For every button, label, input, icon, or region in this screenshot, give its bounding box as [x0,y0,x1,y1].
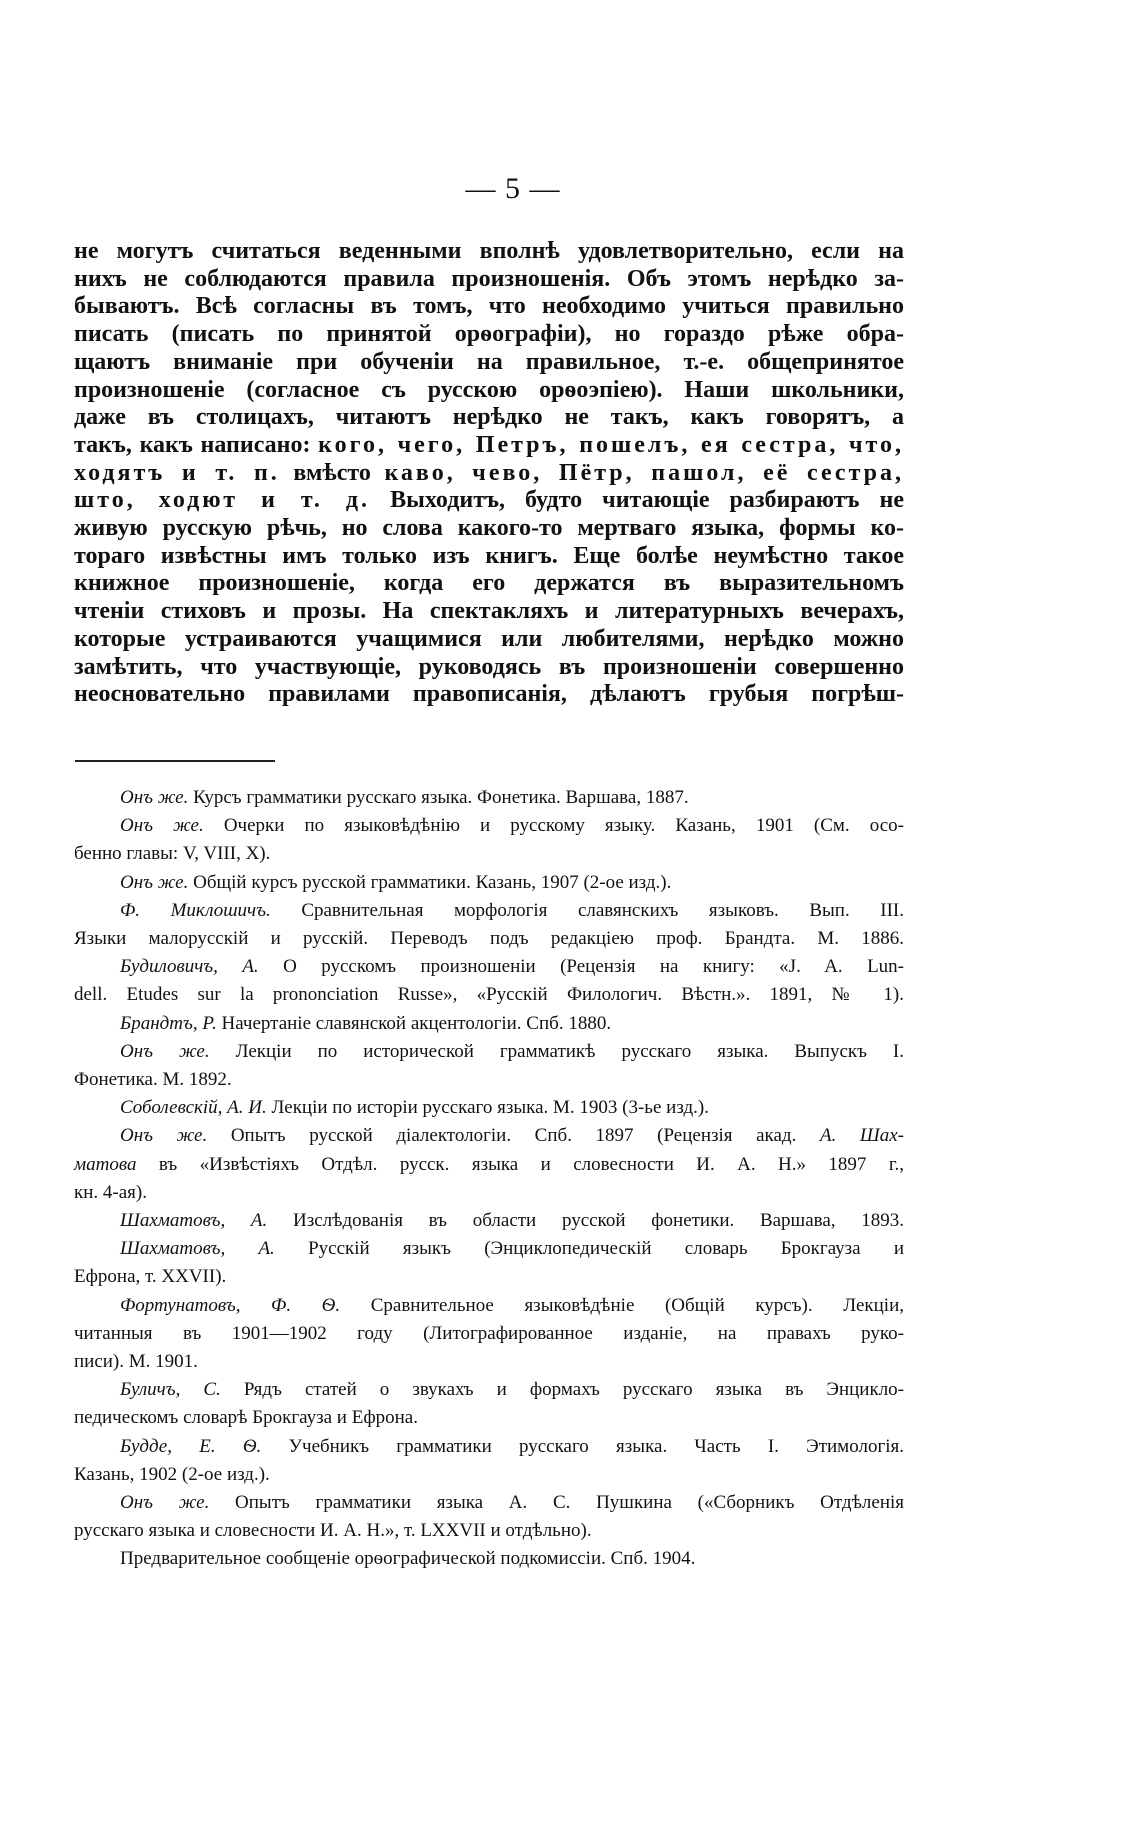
reference-author: Онъ же. [120,787,189,808]
reference-line [74,784,904,812]
reference-text: Сравнительное языковѣдѣніе (Общій курсъ). Лекціи, [370,1294,905,1316]
reference-line [74,1489,904,1517]
reference-author: Шахматовъ, А. [120,1210,268,1232]
reference-author: матова [74,1153,137,1175]
text-line: которые устраиваются учащимися или любителями, нерѣдко можно [74,625,904,652]
references-list [74,784,904,1574]
reference-author: Онъ же. [120,871,189,893]
reference-text: Сравнительная морфологія славянскихъ языковъ. Вып. III. [301,899,905,921]
reference-line: Ефрона, т. XXVII). [74,1266,227,1288]
reference-text: Очерки по языковѣдѣнію и русскому языку. Казань, 1901 (См. осо- [223,815,904,837]
text-segment: вмѣсто [293,459,371,486]
reference-line: русскаго языка и словесности И. А. Н.», т. LXXVII и отдѣльно). [74,1520,592,1542]
reference-line [74,812,904,840]
text-line: тораго извѣстны имъ только изъ книгъ. Еще болѣе неумѣстно такое [74,542,904,569]
reference-text: Опытъ русской діалектологіи. Спб. 1897 (Рецензія акад. [230,1125,797,1147]
reference-line [74,1010,904,1038]
reference-author: Будде, Е. Ѳ. [120,1435,262,1457]
text-line: неосновательно правилами правописанія, дѣлаютъ грубыя погрѣш- [74,681,904,708]
reference-line [74,1292,904,1320]
reference-text: Лекціи по исторіи русскаго языка. М. 1903 (3-ье изд.). [271,1097,709,1119]
reference-author: Ф. Миклошичъ. [120,899,271,921]
reference-text: Изслѣдованія въ области русской фонетики. Варшава, 1893. [293,1210,904,1232]
reference-line [74,1235,904,1263]
reference-author: Онъ же. [120,1492,210,1514]
reference-author: Соболевскій, А. И. [120,1097,267,1119]
reference-line: dell. Etudes sur la prononciation Russe», «Русскій Филологич. Вѣстн.». 1891, № 1). [74,984,904,1006]
reference-line [74,1094,904,1122]
reference-line [74,1433,904,1461]
text-segment: такъ, какъ написано: [74,431,311,458]
text-line: чтеніи стиховъ и прозы. На спектакляхъ и литературныхъ вечерахъ, [74,598,904,625]
reference-line: Фонетика. М. 1892. [74,1069,232,1091]
reference-line: Предварительное сообщеніе орѳографической подкомиссіи. Спб. 1904. [120,1548,696,1570]
reference-line [74,1207,904,1235]
reference-text: Курсъ грамматики русскаго языка. Фонетика. Варшава, 1887. [193,787,689,808]
reference-line: бенно главы: V, VIII, X). [74,843,271,865]
text-segment: Выходитъ, будто читающіе разбираютъ не [390,487,904,514]
reference-line [74,1038,904,1066]
reference-line [74,869,904,897]
reference-author: Онъ же. [120,1040,210,1062]
text-line [74,432,904,460]
reference-line: педическомъ словарѣ Брокгауза и Ефрона. [74,1407,418,1429]
reference-line: кн. 4-ая). [74,1181,147,1203]
reference-text: въ «Извѣстіяхъ Отдѣл. русск. языка и словесности И. А. Н.» 1897 г., [158,1153,905,1175]
text-line: бываютъ. Всѣ согласны въ томъ, что необходимо учиться правильно [74,293,904,320]
text-line: произношеніе (согласное съ русскою орѳоэпіею). Наши школьники, [74,376,904,403]
reference-line: Казань, 1902 (2-ое изд.). [74,1463,270,1485]
reference-line: читанныя въ 1901—1902 году (Литографированное изданіе, на правахъ руко- [74,1322,904,1344]
reference-author: Онъ же. [120,1125,208,1147]
footnote-divider [75,760,275,762]
text-line: щаютъ вниманіе при обученіи на правильное, т.-е. общепринятое [74,348,904,375]
spaced-example: ходятъ и т. п. [74,459,280,486]
text-line: нихъ не соблюдаются правила произношенія. Объ этомъ нерѣдко за- [74,265,904,292]
text-line: не могутъ считаться веденными вполнѣ удовлетворительно, если на [74,238,904,264]
reference-line: Языки малорусскій и русскій. Переводъ подъ редакціею проф. Брандта. М. 1886. [74,928,904,950]
text-line [74,460,904,488]
reference-line: писи). М. 1901. [74,1351,198,1373]
reference-text: Учебникъ грамматики русскаго языка. Часть I. Этимологія. [288,1435,905,1457]
reference-author: Буличъ, С. [120,1379,221,1401]
reference-text: Общій курсъ русской грамматики. Казань, 1907 (2-ое изд.). [193,871,672,893]
page-number: — 5 — [465,172,561,205]
text-line: книжное произношеніе, когда его держатся въ выразительномъ [74,570,904,597]
reference-line [74,1151,904,1179]
reference-author: Шахматовъ, А. [120,1238,275,1260]
reference-text: Лекціи по исторической грамматикѣ русскаго языка. Выпускъ I. [235,1040,904,1062]
reference-line [74,1376,904,1404]
reference-author: А. Шах- [819,1125,905,1147]
spaced-example: што, ходют и т. д. [74,487,371,514]
main-paragraph [74,238,904,709]
reference-author: Брандтъ, Р. [120,1012,217,1034]
spaced-example: кого, чего, Петръ, пошелъ, ея сестра, что, [318,431,905,458]
text-line: писать (писать по принятой орѳографіи), но гораздо рѣже обра- [74,321,904,348]
reference-text: Рядъ статей о звукахъ и формахъ русскаго языка въ Энцикло- [243,1379,905,1401]
reference-line [74,953,904,981]
reference-text: Начертаніе славянской акцентологіи. Спб. 1880. [221,1012,612,1034]
reference-author: Фортунатовъ, Ф. Ѳ. [120,1294,341,1316]
text-line [74,487,904,515]
reference-text: Опытъ грамматики языка А. С. Пушкина («Сборникъ Отдѣленія [235,1492,904,1514]
reference-text: О русскомъ произношеніи (Рецензія на книгу: «J. A. Lun- [283,956,905,978]
reference-text: Русскій языкъ (Энциклопедическій словарь Брокгауза и [308,1238,905,1260]
text-line: живую русскую рѣчь, но слова какого-то мертваго языка, формы ко- [74,515,904,542]
reference-author: Онъ же. [120,815,204,837]
text-line: даже въ столицахъ, читаютъ нерѣдко не такъ, какъ говорятъ, а [74,404,904,431]
reference-line [74,1122,904,1150]
text-line: замѣтить, что участвующіе, руководясь въ произношеніи совершенно [74,653,904,680]
reference-author: Будиловичъ, А. [120,956,259,978]
reference-line [74,897,904,925]
spaced-example: каво, чево, Пётр, пашол, её сестра, [384,459,904,486]
